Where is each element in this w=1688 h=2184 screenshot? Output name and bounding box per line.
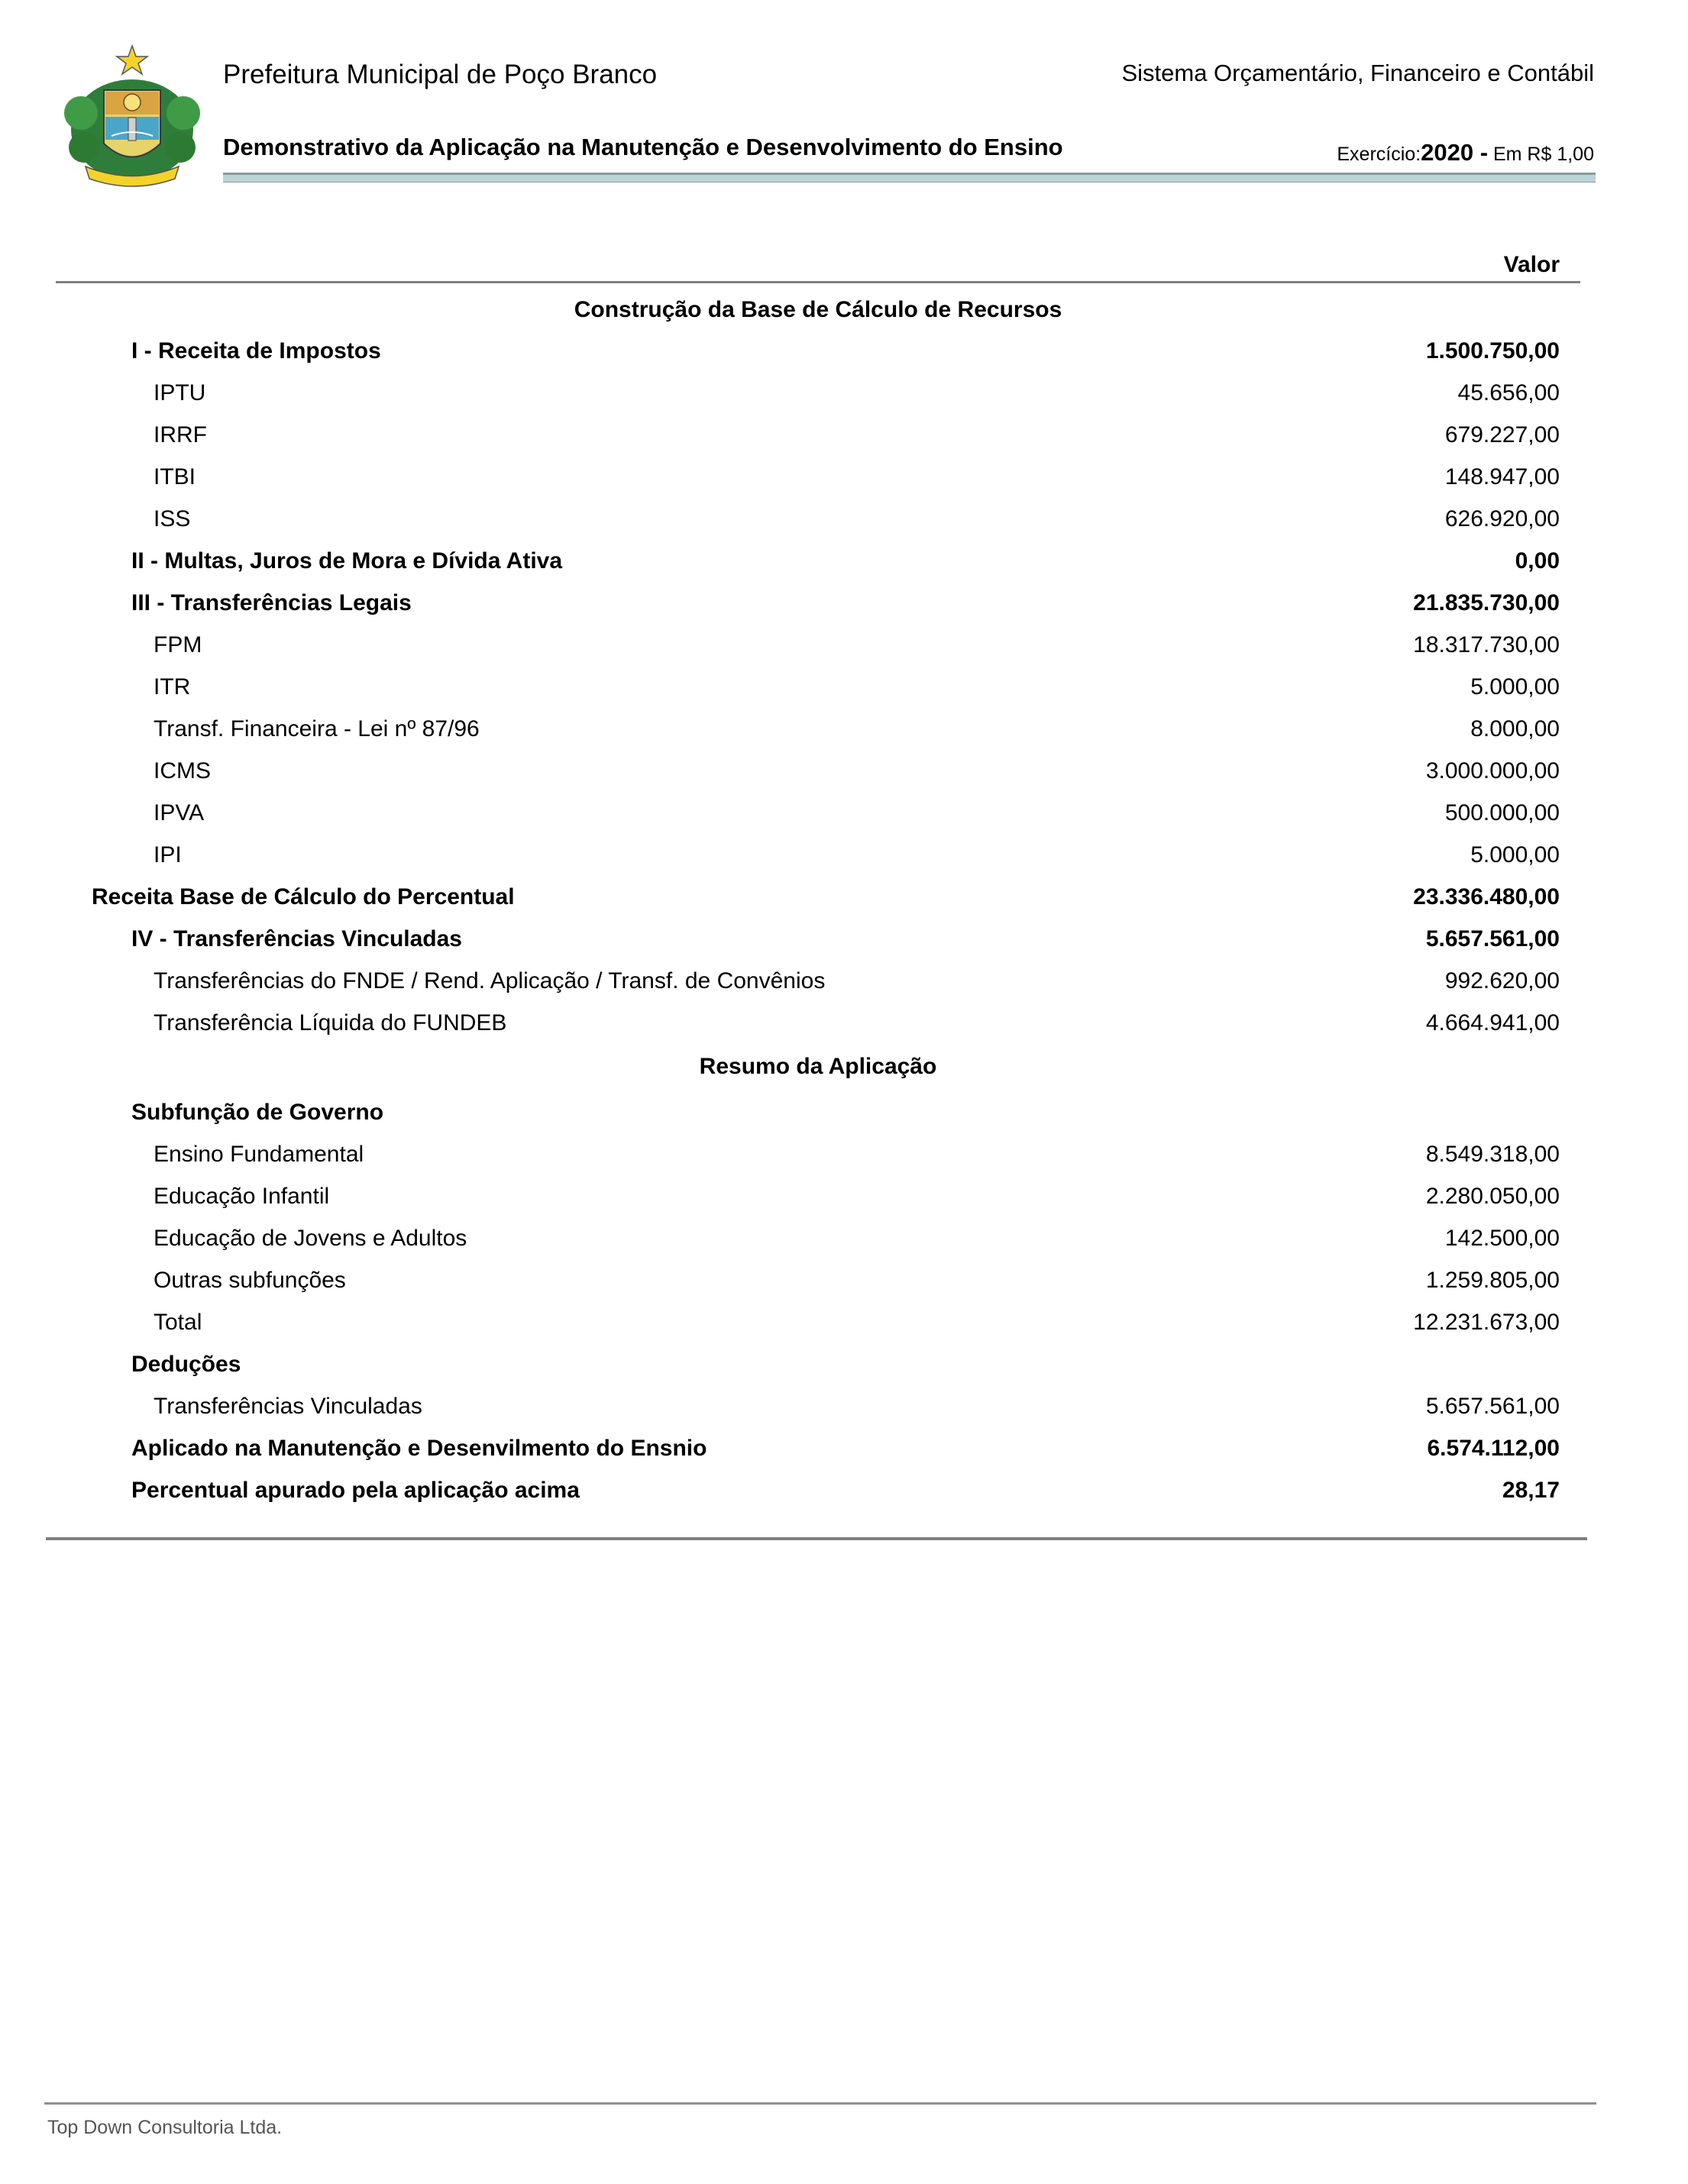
row-label: Receita Base de Cálculo do Percentual (92, 884, 515, 909)
row-label: III - Transferências Legais (131, 590, 412, 615)
row-value: 0,00 (1515, 548, 1560, 573)
row-value: 28,17 (1502, 1478, 1560, 1503)
row-label: Educação Infantil (154, 1184, 330, 1209)
row-label: Percentual apurado pela aplicação acima (131, 1478, 580, 1503)
table-row (56, 749, 1580, 791)
row-value: 21.835.730,00 (1413, 590, 1560, 615)
table-row (56, 1426, 1580, 1468)
table-row (56, 1001, 1580, 1043)
table-row (56, 1174, 1580, 1216)
row-label: IPTU (154, 380, 206, 405)
row-label: Deduções (131, 1352, 241, 1377)
table-row (56, 665, 1580, 707)
row-value: 3.000.000,00 (1425, 758, 1560, 783)
row-value: 500.000,00 (1444, 800, 1560, 825)
section-heading-row (56, 1043, 1580, 1090)
row-value: 8.000,00 (1470, 716, 1560, 741)
table-row (56, 623, 1580, 665)
row-label: IPI (154, 842, 182, 867)
municipality-name: Prefeitura Municipal de Poço Branco (223, 60, 658, 89)
row-label: Transf. Financeira - Lei nº 87/96 (154, 716, 480, 741)
table-row (56, 1342, 1580, 1384)
row-value: 1.500.750,00 (1425, 338, 1560, 363)
table-body (56, 283, 1580, 1510)
table-row (56, 1216, 1580, 1258)
table-row (56, 455, 1580, 497)
row-value: 23.336.480,00 (1413, 884, 1560, 909)
section-heading: Resumo da Aplicação (699, 1054, 937, 1079)
row-label: I - Receita de Impostos (131, 338, 381, 363)
row-label: Outras subfunções (154, 1268, 346, 1293)
row-label: ISS (154, 506, 191, 531)
exercise-label: Exercício: (1337, 144, 1421, 165)
row-value: 5.000,00 (1470, 842, 1560, 867)
row-value: 992.620,00 (1444, 968, 1560, 993)
row-label: Transferências do FNDE / Rend. Aplicação / Transf. de Convênios (154, 968, 826, 993)
row-label: IPVA (154, 800, 205, 825)
row-label: Transferências Vinculadas (154, 1394, 422, 1419)
exercise-year: 2020 - (1421, 139, 1489, 166)
table-row (56, 707, 1580, 749)
table-row (56, 497, 1580, 539)
row-label: Educação de Jovens e Adultos (154, 1226, 467, 1251)
table-row (56, 581, 1580, 623)
table-end-divider (46, 1537, 1587, 1540)
table-row (56, 959, 1580, 1001)
row-value: 18.317.730,00 (1413, 632, 1560, 657)
row-value: 6.574.112,00 (1427, 1436, 1560, 1461)
row-label: IRRF (154, 422, 207, 447)
row-label: Aplicado na Manutenção e Desenvilmento do Ensnio (131, 1436, 707, 1461)
row-value: 142.500,00 (1444, 1226, 1560, 1251)
footer-company: Top Down Consultoria Ltda. (47, 2117, 283, 2138)
table-row (56, 1258, 1580, 1300)
currency-note: Em R$ 1,00 (1492, 144, 1594, 165)
table-row (56, 791, 1580, 833)
municipal-coat-of-arms-icon (50, 44, 214, 194)
row-value: 45.656,00 (1457, 380, 1560, 405)
row-value: 626.920,00 (1444, 506, 1560, 531)
row-value: 12.231.673,00 (1413, 1310, 1560, 1335)
table-row (56, 539, 1580, 581)
report-title: Demonstrativo da Aplicação na Manutenção e Desenvolvimento do Ensino (223, 134, 1063, 160)
table-row (56, 1300, 1580, 1342)
system-name: Sistema Orçamentário, Financeiro e Contábil (1121, 60, 1594, 86)
title-divider (223, 173, 1596, 183)
row-value: 5.657.561,00 (1425, 1394, 1560, 1419)
value-column-header: Valor (1503, 252, 1560, 277)
row-label: Total (154, 1310, 202, 1335)
row-label: Transferência Líquida do FUNDEB (154, 1010, 507, 1035)
footer-divider (44, 2102, 1596, 2105)
table-row (56, 1468, 1580, 1510)
table-row (56, 875, 1580, 917)
table-row (56, 1384, 1580, 1426)
table-header (56, 244, 1580, 283)
row-value: 5.000,00 (1470, 674, 1560, 699)
row-value: 148.947,00 (1444, 464, 1560, 489)
row-value: 8.549.318,00 (1425, 1142, 1560, 1167)
exercise-info (1337, 139, 1594, 166)
row-label: ITR (154, 674, 191, 699)
table-row (56, 371, 1580, 413)
table-row (56, 413, 1580, 455)
row-value: 4.664.941,00 (1425, 1010, 1560, 1035)
table-row (56, 1132, 1580, 1174)
row-value: 1.259.805,00 (1425, 1268, 1560, 1293)
section-heading-row (56, 283, 1580, 329)
row-label: Ensino Fundamental (154, 1142, 364, 1167)
row-label: Subfunção de Governo (131, 1100, 384, 1125)
row-label: IV - Transferências Vinculadas (131, 926, 462, 951)
table-row (56, 1090, 1580, 1132)
row-value: 5.657.561,00 (1425, 926, 1560, 951)
row-label: II - Multas, Juros de Mora e Dívida Ativa (131, 548, 563, 573)
row-label: ICMS (154, 758, 211, 783)
row-value: 679.227,00 (1444, 422, 1560, 447)
table-row (56, 917, 1580, 959)
section-heading: Construção da Base de Cálculo de Recursos (574, 297, 1062, 322)
row-label: FPM (154, 632, 202, 657)
row-value: 2.280.050,00 (1425, 1184, 1560, 1209)
table-row (56, 329, 1580, 371)
row-label: ITBI (154, 464, 196, 489)
report-table (56, 244, 1580, 1510)
table-row (56, 833, 1580, 875)
